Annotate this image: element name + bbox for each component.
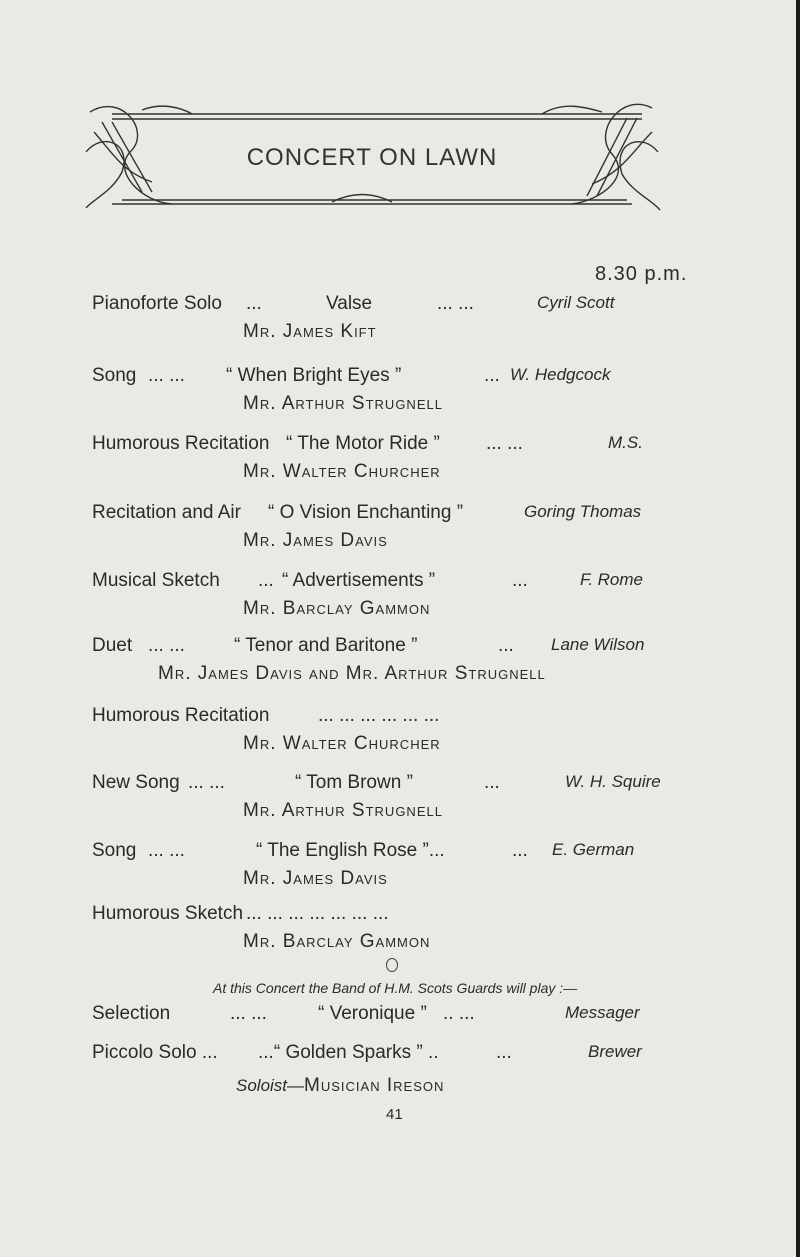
item-dots: ... [498, 635, 514, 656]
page-number: 41 [386, 1106, 403, 1123]
item-dots: ... [512, 570, 528, 591]
programme-item-5 [0, 570, 800, 619]
item-type: Song [92, 840, 137, 861]
banner-title: CONCERT ON LAWN [246, 144, 498, 171]
band-type: Selection [92, 1003, 171, 1024]
item-type: Humorous Recitation [92, 705, 270, 726]
item-performer: Mr. James Davis [243, 530, 388, 551]
item-piece: “ The Motor Ride ” [286, 433, 440, 454]
programme-item-9 [0, 840, 800, 889]
programme-item-4 [0, 502, 800, 551]
programme-item-6 [0, 635, 800, 684]
item-dots: ... [246, 293, 262, 314]
item-composer: W. Hedgcock [510, 365, 611, 384]
band-piece: ...“ Golden Sparks ” .. [258, 1042, 439, 1063]
item-performer: Mr. James Davis and Mr. Arthur Strugnell [158, 663, 546, 684]
item-piece: “ Tenor and Baritone ” [234, 635, 418, 656]
item-dots: ... ... [188, 772, 225, 793]
item-type: Musical Sketch [92, 570, 220, 591]
item-performer: Mr. Walter Churcher [243, 733, 441, 754]
item-composer: M.S. [608, 433, 643, 452]
item-dots: ... ... [437, 293, 474, 314]
item-piece: “ Advertisements ” [282, 570, 436, 591]
item-dots: ... [512, 840, 528, 861]
item-performer: Mr. Walter Churcher [243, 461, 441, 482]
band-dots: .. ... [443, 1003, 475, 1024]
soloist-label: Soloist— [236, 1076, 305, 1095]
programme-item-3 [0, 433, 800, 482]
programme-item-7 [0, 705, 800, 754]
programme-item-1 [0, 293, 800, 342]
item-performer: Mr. Arthur Strugnell [243, 800, 443, 821]
item-performer: Mr. Barclay Gammon [243, 598, 431, 619]
item-type: Humorous Recitation [92, 433, 270, 454]
banner-frame [82, 92, 662, 220]
soloist-name: Musician Ireson [304, 1075, 445, 1096]
item-performer: Mr. Barclay Gammon [243, 931, 431, 952]
item-piece: “ The English Rose ”... [256, 840, 445, 861]
item-performer: Mr. Arthur Strugnell [243, 393, 443, 414]
item-dots: ... ... [148, 840, 185, 861]
programme-item-8 [0, 772, 800, 821]
band-item-1 [0, 1003, 800, 1033]
item-dots: ... [484, 772, 500, 793]
item-performer: Mr. James Davis [243, 868, 388, 889]
separator-circle-icon [386, 958, 398, 972]
start-time: 8.30 p.m. [595, 263, 688, 285]
band-dots: ... [496, 1042, 512, 1063]
band-composer: Messager [565, 1003, 640, 1022]
item-piece: “ O Vision Enchanting ” [268, 502, 464, 523]
band-composer: Brewer [588, 1042, 642, 1061]
item-composer: W. H. Squire [565, 772, 661, 791]
item-type: Duet [92, 635, 133, 656]
programme-item-2 [0, 365, 800, 414]
item-type: Pianoforte Solo [92, 293, 222, 314]
band-type: Piccolo Solo ... [92, 1042, 218, 1063]
item-dots: ... ... ... ... ... ... ... [246, 903, 389, 924]
item-composer: Goring Thomas [524, 502, 642, 521]
item-performer: Mr. James Kift [243, 321, 377, 342]
item-piece: Valse [326, 293, 373, 314]
item-dots: ... ... [148, 635, 185, 656]
item-dots: ... [484, 365, 500, 386]
band-dots: ... ... [230, 1003, 267, 1024]
item-piece: “ Tom Brown ” [295, 772, 413, 793]
item-type: Humorous Sketch [92, 903, 244, 924]
item-piece: “ When Bright Eyes ” [226, 365, 402, 386]
item-composer: Cyril Scott [537, 293, 615, 312]
soloist-line [236, 1075, 444, 1097]
item-dots: ... [258, 570, 274, 591]
item-composer: Lane Wilson [551, 635, 645, 654]
item-dots: ... ... [148, 365, 185, 386]
band-item-2 [0, 1042, 800, 1072]
item-composer: F. Rome [580, 570, 643, 589]
item-composer: E. German [552, 840, 635, 859]
programme-item-10 [0, 903, 800, 952]
item-dots: ... ... [486, 433, 523, 454]
item-type: New Song [92, 772, 180, 793]
band-piece: “ Veronique ” [318, 1003, 427, 1024]
band-note: At this Concert the Band of H.M. Scots Guards will play :— [213, 980, 578, 996]
item-dots: ... ... ... ... ... ... [318, 705, 440, 726]
item-type: Recitation and Air [92, 502, 241, 523]
item-type: Song [92, 365, 137, 386]
